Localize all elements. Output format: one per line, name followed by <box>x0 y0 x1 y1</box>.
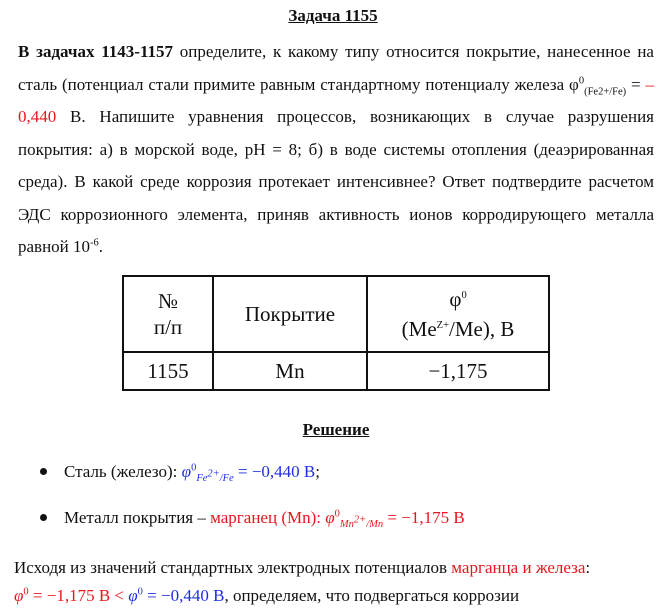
list-item-steel <box>40 462 320 485</box>
phi-equals: = <box>626 74 646 94</box>
coating-formula <box>210 508 465 531</box>
conclusion-line-2 <box>14 582 654 610</box>
conclusion-value-1: = −1,175 В < <box>28 586 129 605</box>
phi-subscript: (Fe2+/Fe) <box>584 85 627 97</box>
activity-power: -6 <box>90 237 99 249</box>
steel-phi: φ <box>181 462 192 481</box>
steel-phi-sup: 0 <box>191 462 197 474</box>
iron-potential-value: –0,440 <box>18 74 654 126</box>
steel-end: ; <box>315 462 320 481</box>
conclusion-text-2: , определяем, что подвергаться коррозии <box>224 586 520 605</box>
steel-label: Сталь (железо): <box>64 462 182 481</box>
conclusion-phi-1: φ <box>14 586 24 605</box>
coating-sub-charge: 2+ <box>353 514 367 526</box>
conclusion-phi-2-sup: 0 <box>137 586 143 598</box>
statement-text-1: определите, к какому типу относится покрытие, нанесенное на сталь (потенциал стали примите равным стандартному потенциалу железа φ <box>18 42 654 94</box>
bullet-dot <box>40 514 47 521</box>
steel-value: = −0,440 В <box>233 462 316 481</box>
steel-formula <box>181 462 316 485</box>
header-potential-unit <box>368 314 548 344</box>
coating-label: Металл покрытия – <box>64 508 211 527</box>
steel-phi-sub <box>196 468 234 485</box>
cell-coating: Mn <box>213 352 367 390</box>
coating-sub-end: /Mn <box>366 519 384 531</box>
list-item-coating <box>40 508 465 531</box>
header-unit-a: (Me <box>401 317 437 341</box>
coating-value: = −1,175 В <box>383 508 465 527</box>
header-phi: φ <box>449 287 462 311</box>
steel-sub-charge: 2+ <box>207 468 220 480</box>
conclusion-paragraph <box>14 554 654 610</box>
conclusion-phi-1-sup: 0 <box>23 586 29 598</box>
phi-superscript: 0 <box>578 74 585 86</box>
table-row <box>123 352 549 390</box>
problem-title: Задача 1155 <box>288 6 378 25</box>
header-unit-b: /Me), В <box>449 317 515 341</box>
header-phi-sup: 0 <box>461 290 467 301</box>
conclusion-phi-2: φ <box>128 586 138 605</box>
header-potential <box>367 276 549 352</box>
solution-heading: Решение <box>302 420 370 439</box>
cell-potential: −1,175 <box>367 352 549 390</box>
problem-statement <box>18 36 654 264</box>
conclusion-metals: марганца и железа <box>451 558 586 577</box>
header-number <box>123 276 213 352</box>
conclusion-colon: : <box>585 558 591 577</box>
coating-phi: φ <box>325 508 335 527</box>
coating-phi-sup: 0 <box>334 508 340 520</box>
conclusion-value-2: = −0,440 В <box>142 586 225 605</box>
coating-phi-sub <box>339 514 384 531</box>
problem-lead: В задачах 1143-1157 <box>18 42 174 61</box>
cell-number: 1155 <box>123 352 213 390</box>
bullet-dot <box>40 468 47 475</box>
statement-text-2: В. Напишите уравнения процессов, возникающих в случае разрушения покрытия: а) в морской воде, рН = 8; б) в воде системы отопления (деаэрированная среда). В какой среде коррозия протекает интенсивнее? Ответ подтвердите расчетом ЭДС коррозионного элемента, приняв активность ионов корродирующего металла равной 10 <box>18 107 654 256</box>
table-header-row <box>123 276 549 352</box>
header-number-abbr: п/п <box>153 315 183 339</box>
header-unit-sup: Z+ <box>436 320 449 331</box>
header-coating: Покрытие <box>213 276 367 352</box>
coating-sub-mn: Mn <box>339 519 354 531</box>
steel-sub-fe: Fe <box>196 473 208 485</box>
header-potential-symbol <box>368 284 548 314</box>
steel-sub-end: /Fe <box>219 473 234 485</box>
header-number-symbol: № <box>157 289 179 313</box>
conclusion-text-1: Исходя из значений стандартных электродных потенциалов <box>14 558 452 577</box>
conclusion-line-1 <box>14 554 654 582</box>
variant-table <box>122 275 550 391</box>
statement-end: . <box>98 237 104 256</box>
coating-metal: марганец (Mn): <box>210 508 326 527</box>
